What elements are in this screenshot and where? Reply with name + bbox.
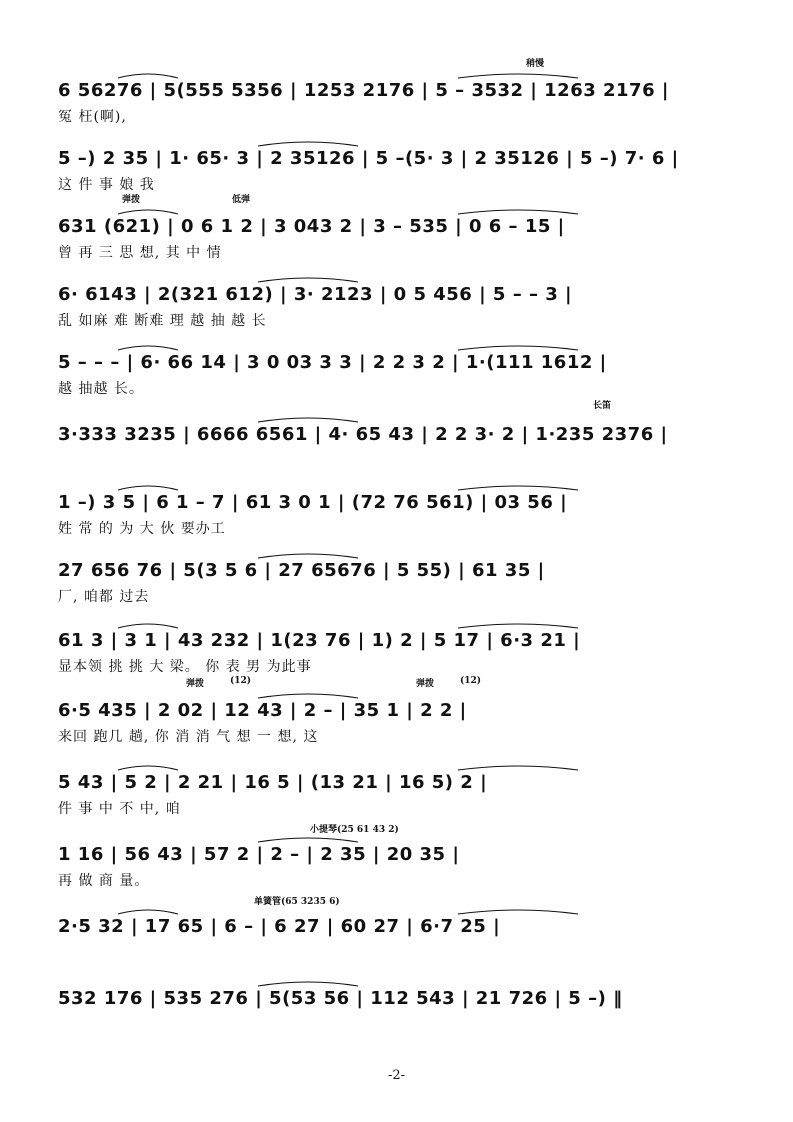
- notation-line: 61 3 | 3 1 | 43 232 | 1(23 76 | 1) 2 | 5 17 | 6·3 21 |: [58, 630, 581, 651]
- lyrics-line: 显本领 挑 挑 大 梁。 你 表 男 为此事: [58, 659, 312, 675]
- performance-annotation: 弹拨: [186, 679, 205, 689]
- slur: [118, 486, 178, 490]
- notation-line: 631 (621) | 0 6 1 2 | 3 043 2 | 3 – 535 | 0 6 – 15 |: [58, 216, 565, 237]
- notation-line: 5 – – – | 6· 66 14 | 3 0 03 3 3 | 2 2 3 2 | 1·(111 1612 |: [58, 352, 607, 373]
- slur: [458, 486, 578, 490]
- slur-marks: [58, 980, 734, 1038]
- slur: [258, 982, 358, 986]
- slur: [118, 910, 178, 914]
- slur: [258, 694, 358, 698]
- slur-marks: [58, 140, 734, 198]
- slur: [458, 624, 578, 628]
- performance-annotation: 小提琴(25 61 43 2): [310, 825, 399, 835]
- notation-line: 2·5 32 | 17 65 | 6 – | 6 27 | 60 27 | 6·7 25 |: [58, 916, 501, 937]
- slur: [258, 838, 358, 842]
- slur: [258, 278, 358, 282]
- slur-marks: [58, 908, 734, 966]
- performance-annotation: (12): [230, 676, 252, 686]
- performance-annotation: (12): [460, 676, 482, 686]
- slur: [458, 74, 578, 78]
- performance-annotation: 稍慢: [526, 59, 545, 69]
- page-number: -2-: [387, 1068, 406, 1083]
- lyrics-line: 这 件 事 娘 我: [58, 177, 155, 193]
- notation-line: 532 176 | 535 276 | 5(53 56 | 112 543 | 21 726 | 5 –) ‖: [58, 988, 623, 1009]
- slur-marks: [58, 692, 734, 750]
- lyrics-line: 曾 再 三 思 想, 其 中 情: [58, 245, 222, 261]
- slur-marks: [58, 72, 734, 130]
- lyrics-line: 再 做 商 量。: [58, 873, 150, 889]
- slur-marks: [58, 416, 734, 474]
- lyrics-line: 姓 常 的 为 大 伙 要办工: [58, 521, 226, 537]
- slur: [458, 910, 578, 914]
- performance-annotation: 弹拨: [416, 679, 435, 689]
- slur: [458, 210, 578, 214]
- slur-marks: [58, 208, 734, 266]
- lyrics-line: 厂, 咱都 过去: [58, 589, 150, 605]
- slur: [118, 74, 178, 78]
- slur-marks: [58, 552, 734, 610]
- performance-annotation: 弹拨: [122, 195, 141, 205]
- slur: [118, 766, 178, 770]
- slur: [458, 766, 578, 770]
- slur-marks: [58, 836, 734, 894]
- slur-marks: [58, 622, 734, 680]
- lyrics-line: 来回 跑几 趟, 你 消 消 气 想 一 想, 这: [58, 729, 319, 745]
- notation-line: 5 –) 2 35 | 1· 65· 3 | 2 35126 | 5 –(5· 3 | 2 35126 | 5 –) 7· 6 |: [58, 148, 679, 169]
- lyrics-line: 越 抽越 长。: [58, 381, 144, 397]
- notation-line: 6·5 435 | 2 02 | 12 43 | 2 – | 35 1 | 2 2 |: [58, 700, 467, 721]
- slur: [258, 554, 358, 558]
- slur-marks: [58, 344, 734, 402]
- slur-marks: [58, 764, 734, 822]
- slur: [258, 142, 358, 146]
- slur: [118, 624, 178, 628]
- performance-annotation: 低弹: [232, 195, 251, 205]
- lyrics-line: 冤 枉(啊),: [58, 109, 127, 125]
- performance-annotation: 长笛: [593, 401, 612, 411]
- notation-line: 6· 6143 | 2(321 612) | 3· 2123 | 0 5 456 | 5 – – 3 |: [58, 284, 573, 305]
- performance-annotation: 单簧管(65 3235 6): [254, 897, 340, 907]
- notation-line: 27 656 76 | 5(3 5 6 | 27 65676 | 5 55) | 61 35 |: [58, 560, 545, 581]
- notation-line: 1 16 | 56 43 | 57 2 | 2 – | 2 35 | 20 35 |: [58, 844, 460, 865]
- slur: [118, 346, 178, 350]
- slur: [458, 346, 578, 350]
- slur: [118, 210, 178, 214]
- slur-marks: [58, 276, 734, 334]
- notation-line: 1 –) 3 5 | 6 1 – 7 | 61 3 0 1 | (72 76 561) | 03 56 |: [58, 492, 568, 513]
- notation-line: 3·333 3235 | 6666 6561 | 4· 65 43 | 2 2 3· 2 | 1·235 2376 |: [58, 424, 668, 445]
- slur-marks: [58, 484, 734, 542]
- notation-line: 5 43 | 5 2 | 2 21 | 16 5 | (13 21 | 16 5) 2 |: [58, 772, 488, 793]
- lyrics-line: 乱 如麻 难 断难 理 越 抽 越 长: [58, 313, 267, 329]
- lyrics-line: 件 事 中 不 中, 咱: [58, 801, 181, 817]
- notation-line: 6 56276 | 5(555 5356 | 1253 2176 | 5 – 3532 | 1263 2176 |: [58, 80, 669, 101]
- slur: [258, 418, 358, 422]
